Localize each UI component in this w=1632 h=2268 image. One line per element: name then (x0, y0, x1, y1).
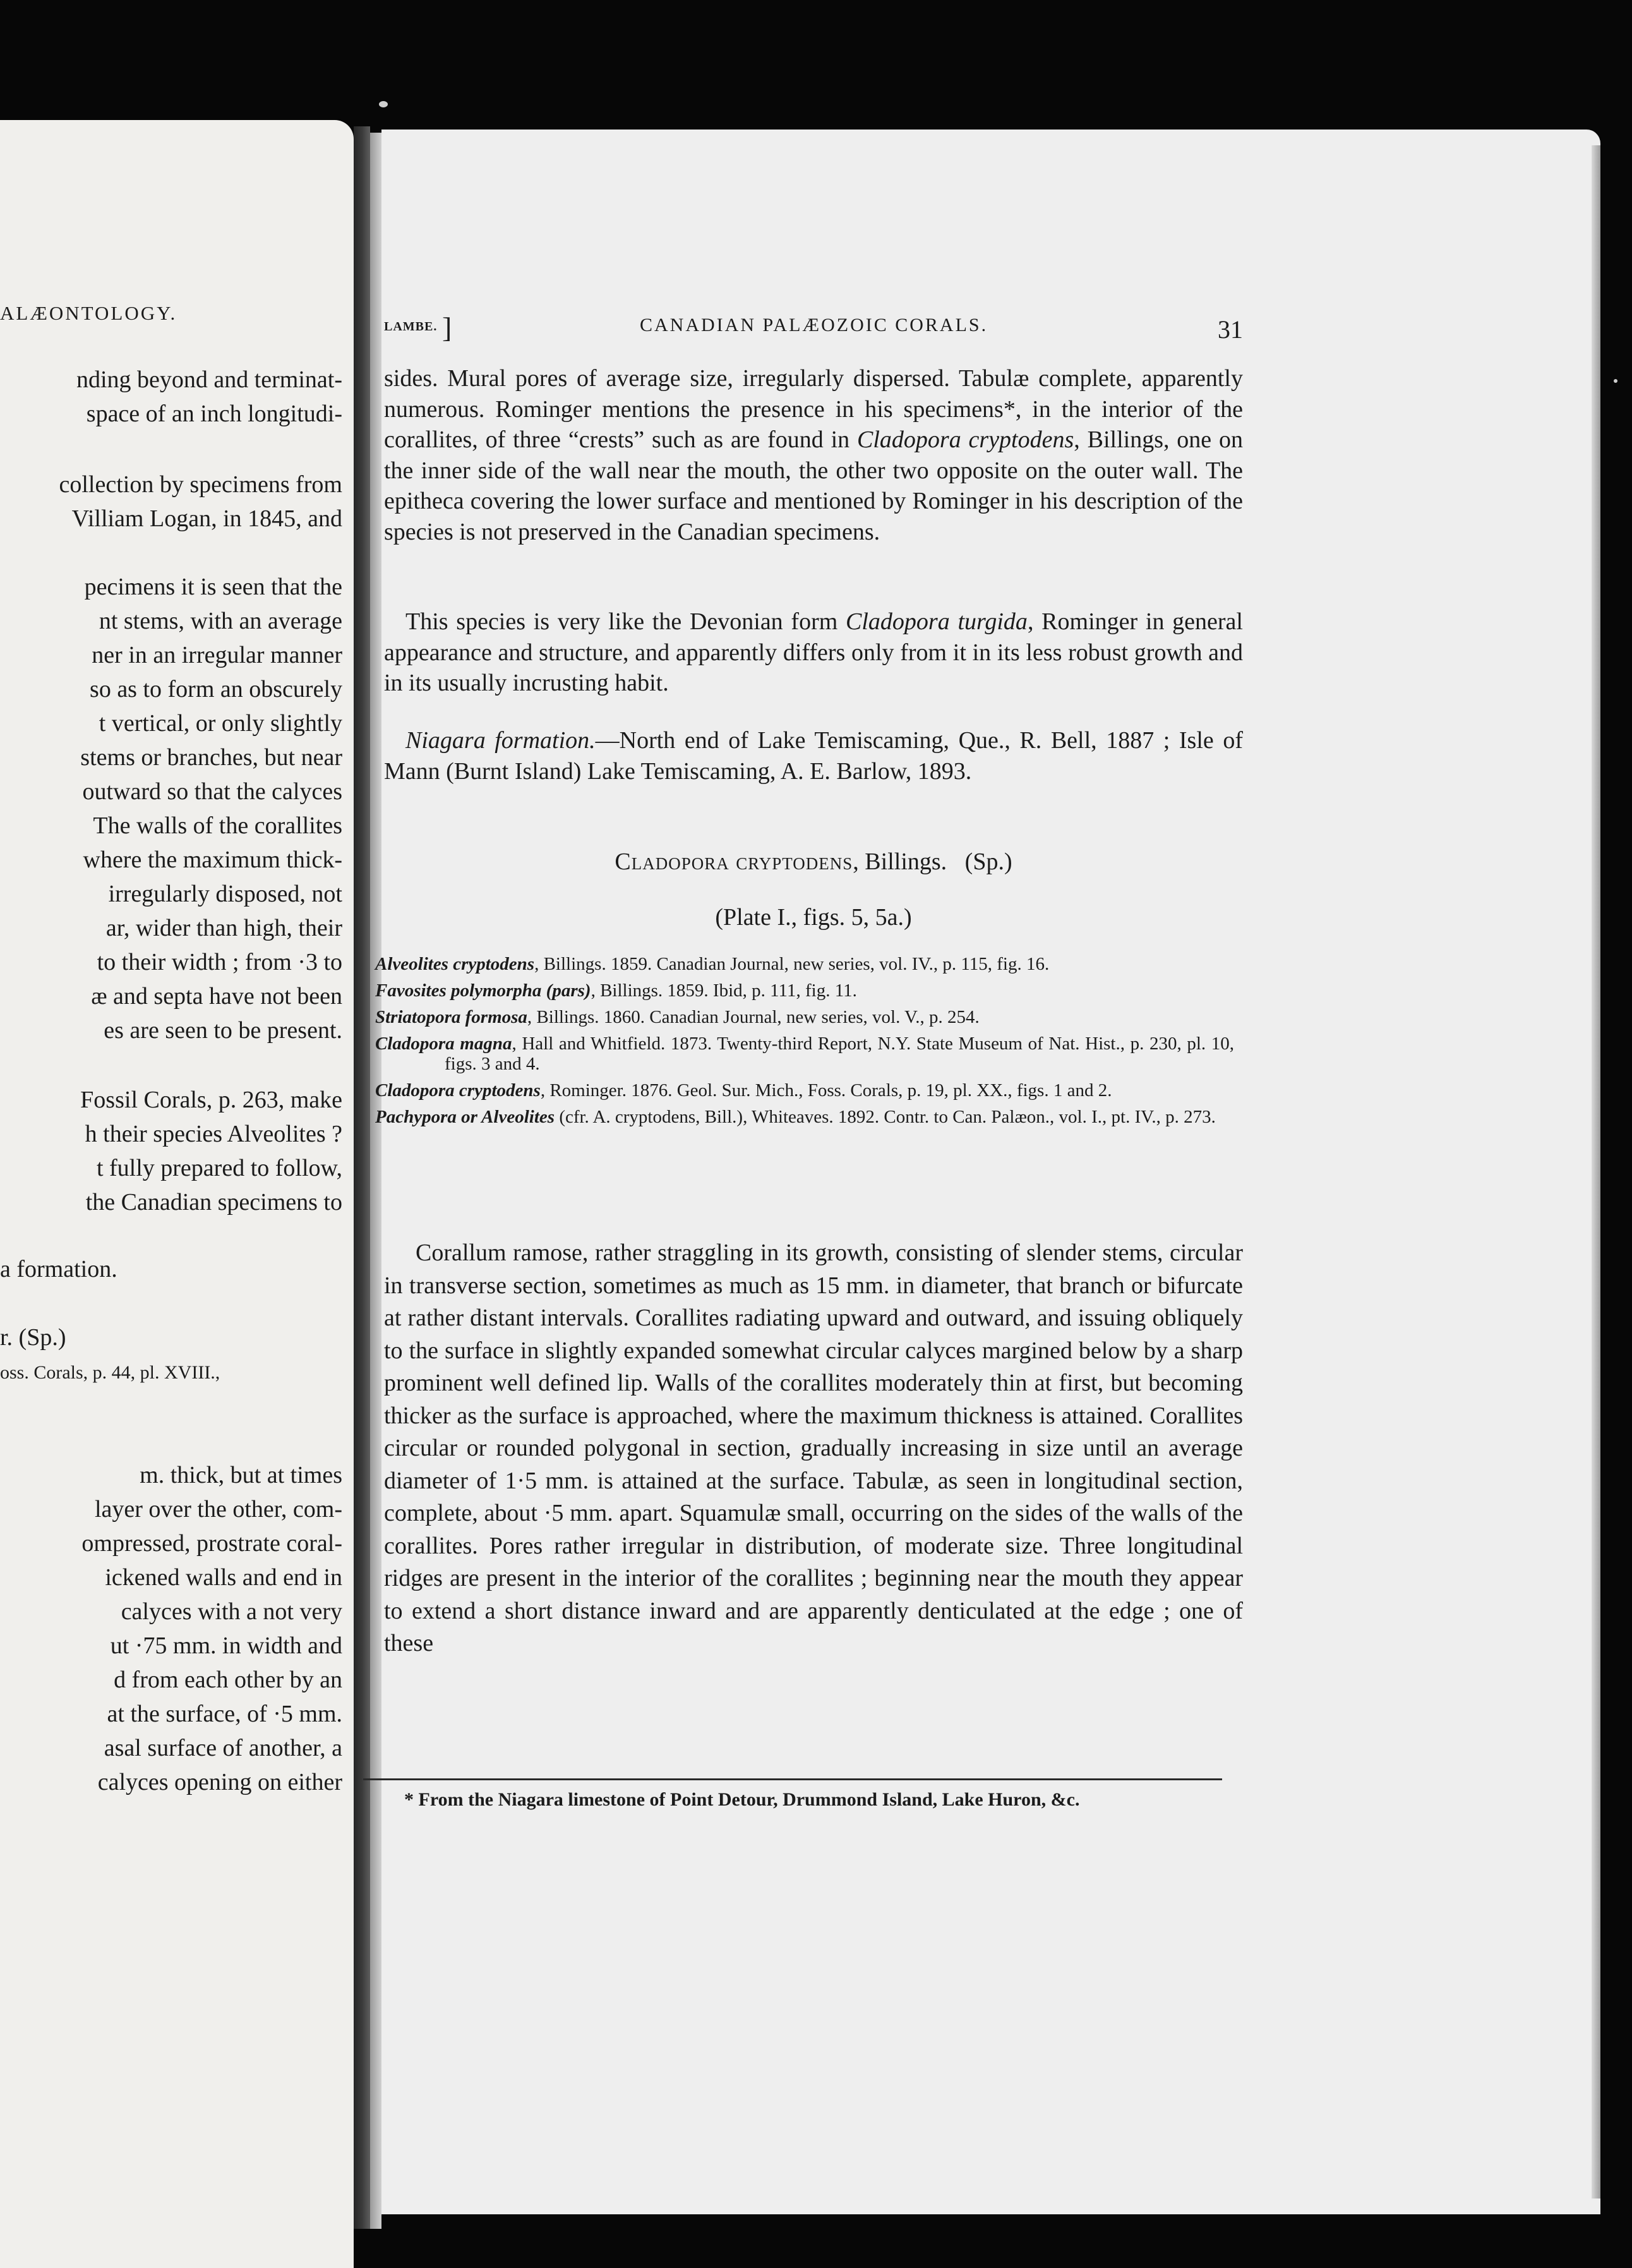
species-heading (384, 848, 1243, 876)
left-page-line: m. thick, but at times (140, 1462, 342, 1488)
synonymy-list (375, 954, 1234, 1133)
paragraph-comparison: This species is very like the Devonian form Cladopora turgida, Rominger in general appearance and structure, and apparently differs only from it in its less robust growth and in its usually incrusting habit. (384, 608, 1243, 696)
left-page-line: collection by specimens from (59, 471, 342, 498)
left-page-line: t fully prepared to follow, (96, 1155, 342, 1181)
paragraph-locality: Niagara formation.—North end of Lake Temiscaming, Que., R. Bell, 1887 ; Isle of Mann (Burnt Island) Lake Temiscaming, A. E. Barlow, 1893. (384, 727, 1243, 785)
species-sp: (Sp.) (964, 848, 1012, 875)
page-edge (1592, 145, 1600, 2199)
footnote: * From the Niagara limestone of Point Detour, Drummond Island, Lake Huron, &c. (404, 1789, 1080, 1810)
page-gutter (370, 133, 381, 2229)
synonymy-entry: Pachypora or Alveolites (cfr. A. cryptodens, Bill.), Whiteaves. 1892. Contr. to Can. Palæon., vol. I., pt. IV., p. 273. (375, 1107, 1216, 1127)
left-page-header: ALÆONTOLOGY. (0, 302, 177, 324)
synonymy-entry: Cladopora cryptodens, Rominger. 1876. Geol. Sur. Mich., Foss. Corals, p. 19, pl. XX., figs. 1 and 2. (375, 1080, 1112, 1101)
left-page-line: es are seen to be present. (104, 1017, 342, 1044)
left-page-line: calyces opening on either (97, 1769, 342, 1795)
left-page-line: Villiam Logan, in 1845, and (71, 505, 342, 532)
running-head-bracket: ] (442, 311, 452, 344)
species-author: , Billings. (853, 848, 947, 875)
left-page-line: outward so that the calyces (82, 778, 342, 805)
left-page-line: Fossil Corals, p. 263, make (80, 1087, 342, 1113)
species-name: Cladopora cryptodens (615, 848, 853, 875)
synonymy-entry: Cladopora magna, Hall and Whitfield. 1873. Twenty-third Report, N.Y. State Museum of Nat. Hist., p. 230, pl. 10, figs. 3 and 4. (375, 1034, 1234, 1074)
left-page (0, 120, 354, 2268)
left-page-line: space of an inch longitudi- (86, 401, 342, 427)
left-page-line: calyces with a not very (121, 1598, 342, 1625)
synonymy-entry: Favosites polymorpha (pars), Billings. 1859. Ibid, p. 111, fig. 11. (375, 980, 857, 1001)
book-spine (354, 126, 370, 2229)
left-page-line: a formation. (0, 1256, 117, 1282)
left-page-line: t vertical, or only slightly (99, 710, 342, 737)
plate-reference: (Plate I., figs. 5, 5a.) (715, 904, 912, 931)
paragraph-continuation: sides. Mural pores of average size, irregularly dispersed. Tabulæ complete, apparently numerous. Rominger mentions the presence in his specimens*, in the interior of the corallites, of three “crests” such as are found in Cladopora cryptodens, Billings, one on the inner side of the wall near the mouth, the other two opposite on the outer wall. The epitheca covering the lower surface and mentioned by Rominger in his description of the species is not preserved in the Canadian specimens. (384, 365, 1244, 545)
left-page-line: The walls of the corallites (93, 812, 342, 839)
running-head-title: CANADIAN PALÆOZOIC CORALS. (640, 315, 988, 335)
left-page-line: where the maximum thick- (83, 847, 342, 873)
left-page-line: so as to form an obscurely (90, 676, 342, 703)
left-page-line: asal surface of another, a (104, 1735, 342, 1761)
left-page-line: ut ·75 mm. in width and (110, 1632, 342, 1659)
speck-mark (379, 101, 388, 107)
left-page-line: d from each other by an (114, 1667, 342, 1693)
left-page-line: to their width ; from ·3 to (97, 949, 342, 975)
left-page-line: pecimens it is seen that the (84, 574, 342, 600)
left-page-line: stems or branches, but near (80, 744, 342, 771)
paragraph-description: Corallum ramose, rather straggling in its growth, consisting of slender stems, circular in transverse section, sometimes as much as 15 mm. in diameter, that branch or bifurcate at rather distant intervals. Corallites radiating upward and outward, and issuing obliquely to the surface in slightly expanded somewhat circular calyces margined below by a sharp prominent well defined lip. Walls of the corallites moderately thin at first, but becoming thicker as the surface is approached, where the maximum thickness is attained. Corallites circular or rounded polygonal in section, gradually increasing in size until an average diameter of 1·5 mm. is attained at the surface. Tabulæ, as seen in longitudinal section, complete, about ·5 mm. apart. Squamulæ small, occurring on the sides of the walls of the corallites. Pores rather irregular in distribution, of moderate size. Three longitudinal ridges are present in the interior of the corallites ; beginning near the mouth they appear to extend a short distance inward and are apparently denticulated at the edge ; one of these (384, 1240, 1243, 1656)
synonymy-entry: Alveolites cryptodens, Billings. 1859. Canadian Journal, new series, vol. IV., p. 115, fig. 16. (375, 954, 1050, 974)
left-page-line: h their species Alveolites ? (85, 1121, 342, 1147)
left-page-line: ompressed, prostrate coral- (81, 1530, 342, 1557)
synonymy-entry: Striatopora formosa, Billings. 1860. Canadian Journal, new series, vol. V., p. 254. (375, 1007, 980, 1027)
page-number: 31 (1218, 315, 1243, 344)
speck-mark (1614, 379, 1617, 383)
footnote-rule (363, 1778, 1222, 1780)
left-page-line: r. (Sp.) (0, 1324, 66, 1351)
left-page-line: ar, wider than high, their (105, 915, 342, 941)
left-page-line: irregularly disposed, not (108, 881, 342, 907)
running-head (384, 311, 1243, 353)
left-page-line: ner in an irregular manner (92, 642, 342, 668)
left-page-line: at the surface, of ·5 mm. (107, 1701, 342, 1727)
left-page-line: the Canadian specimens to (85, 1189, 342, 1215)
left-page-line: oss. Corals, p. 44, pl. XVIII., (0, 1362, 220, 1383)
left-page-line: æ and septa have not been (91, 983, 342, 1010)
left-page-line: nt stems, with an average (99, 608, 342, 634)
running-head-author: LAMBE. (384, 320, 438, 334)
left-page-line: ickened walls and end in (105, 1564, 342, 1591)
left-page-line: layer over the other, com- (94, 1496, 342, 1523)
left-page-line: nding beyond and terminat- (76, 366, 342, 393)
